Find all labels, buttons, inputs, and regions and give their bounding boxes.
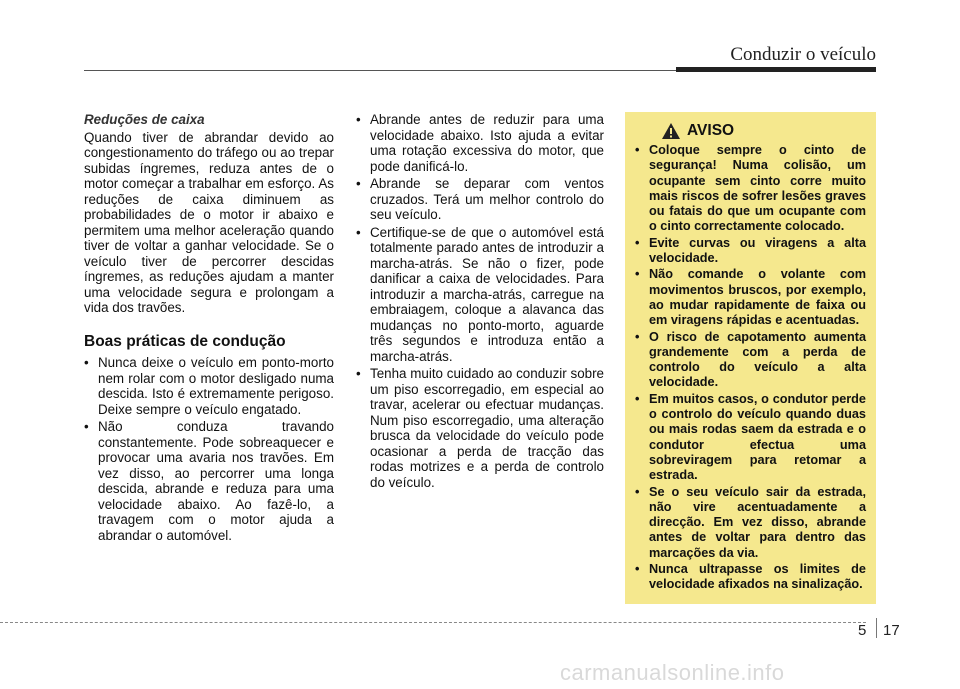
list-item: • Coloque sempre o cinto de segurança! Numa colisão, um ocupante sem cinto corre muito mais riscos de sofrer lesões graves ou fatais do que um ocupante com o cinto correctamente colocado. [635,143,866,235]
list-item: • Certifique-se de que o automóvel está totalmente parado antes de introduzir a marcha-atrás. Se não o fizer, pode danificar a caixa de velocidades. Para introduzir a marcha-atrás, carregue na embraiagem, coloque a alavanca das mudanças no ponto-morto, aguarde três segundos e introduza então a marcha-atrás. [356,225,604,365]
middle-column [356,112,604,492]
list-item: • Não comande o volante com movimentos bruscos, por exemplo, ao mudar rapidamente de faixa ou em viragens rápidas e acentuadas. [635,267,866,328]
chapter-title: Conduzir o veículo [730,44,876,65]
list-item: • Não conduza travando constantemente. Pode sobreaquecer e provocar uma avaria nos travões. Em vez disso, ao percorrer uma longa descida, abrande e reduza para uma velocidade abaixo. Ao fazê-lo, a travagem com o motor ajuda a abrandar o automóvel. [84,419,334,543]
header-rule-accent [676,67,876,72]
page-number: 17 [883,622,900,639]
chapter-number: 5 [858,622,867,639]
driving-tips-list [356,112,604,490]
section-heading-good-practices: Boas práticas de condução [84,332,286,350]
watermark-logo: carmanualsonline.info [560,660,785,685]
list-item: • Abrande se deparar com ventos cruzados. Terá um melhor controlo do seu veículo. [356,176,604,223]
good-practices-list [84,355,334,543]
list-item: • Se o seu veículo sair da estrada, não vire acentuadamente a direcção. Em vez disso, abrande antes de voltar para dentro das marcações da via. [635,485,866,561]
warning-title: AVISO [687,122,735,139]
list-item: • Em muitos casos, o condutor perde o controlo do veículo quando duas ou mais rodas saem da estrada e o condutor efectua uma sobreviragem para retomar a estrada. [635,392,866,484]
warning-triangle-icon [661,122,681,140]
list-item: • Nunca ultrapasse os limites de velocidade afixados na sinalização. [635,562,866,593]
warning-list [635,143,866,593]
list-item: • Abrande antes de reduzir para uma velocidade abaixo. Isto ajuda a evitar uma rotação excessiva do motor, que pode danificá-lo. [356,112,604,174]
warning-box [625,112,876,604]
gear-reduction-paragraph: Quando tiver de abrandar devido ao congestionamento do tráfego ou ao trepar subidas íngremes, reduza antes de o motor começar a trabalhar em esforço. As reduções de caixa diminuem as probabilidades de o motor ir abaixo e permitem uma melhor aceleração quando tiver de voltar a ganhar velocidade. Se o veículo tiver de percorrer descidas íngremes, as reduções ajudam a manter uma velocidade segura e prolongam a vida dos travões. [84,129,334,315]
subheading-gear-reduction: Reduções de caixa [84,112,205,127]
footer-rule [0,622,866,623]
page-number-divider [876,618,877,638]
left-column [84,112,334,545]
warning-header [661,122,866,140]
list-item: • Nunca deixe o veículo em ponto-morto nem rolar com o motor desligado numa descida. Isto é extremamente perigoso. Deixe sempre o veículo engatado. [84,355,334,417]
list-item: • Evite curvas ou viragens a alta velocidade. [635,236,866,267]
header-rule [84,70,676,71]
list-item: • O risco de capotamento aumenta grandemente com a perda de controlo do veículo a alta velocidade. [635,330,866,391]
list-item: • Tenha muito cuidado ao conduzir sobre um piso escorregadio, em especial ao travar, acelerar ou efectuar mudanças. Num piso escorregadio, uma alteração brusca da velocidade do veículo pode ocasionar a perda de tracção das rodas motrizes e a perda de controlo do veículo. [356,366,604,490]
